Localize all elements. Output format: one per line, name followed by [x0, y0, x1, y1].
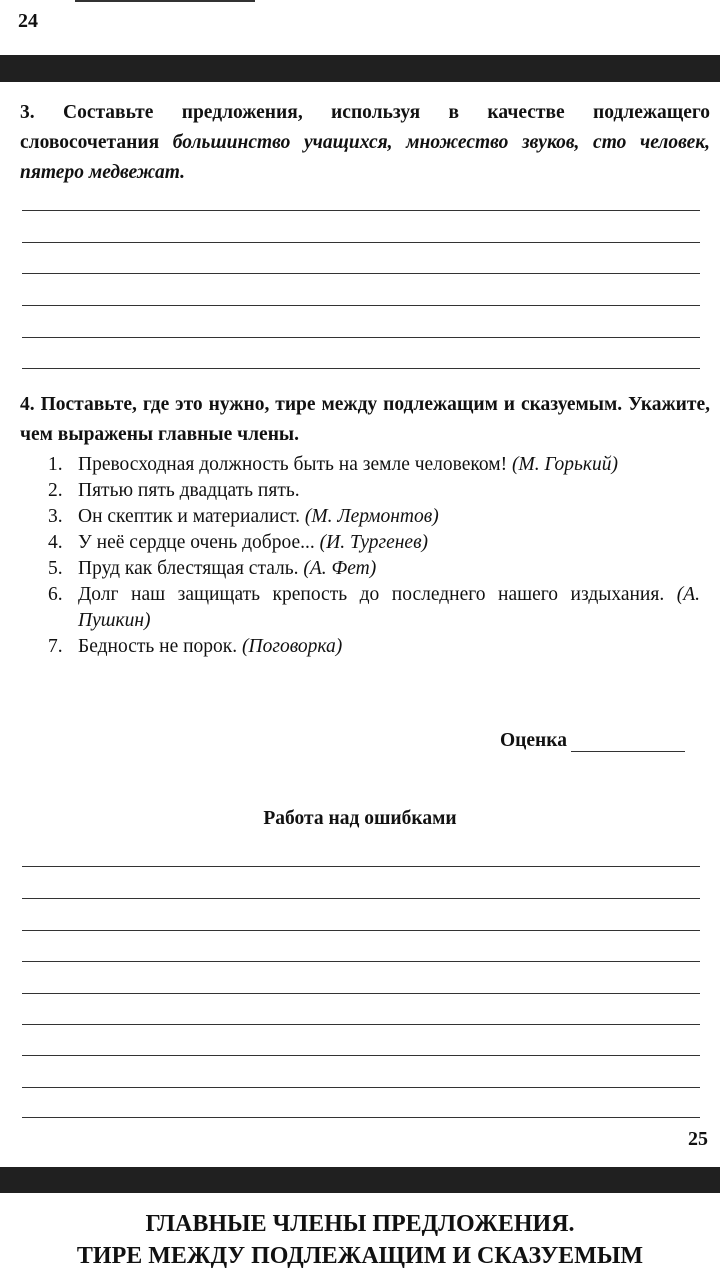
list-item: 5. Пруд как блестящая сталь. (А. Фет) — [48, 558, 377, 579]
corrections-title: Работа над ошибками — [263, 808, 457, 829]
task-4-text: Поставьте, где это нужно, тире между подлежащим и сказуемым. Укажите, чем выражены главные члены. — [20, 394, 710, 445]
list-item: 6. Долг наш защищать крепость до последнего нашего издыхания. (А. Пушкин) — [48, 584, 700, 631]
page-number-25: 25 — [688, 1128, 708, 1150]
answer-line[interactable] — [22, 898, 700, 899]
answer-line[interactable] — [22, 305, 700, 306]
task-4-sentence-list — [0, 452, 700, 660]
task-3-text: Составьте предложения, используя в качестве подлежащего словосочетания — [20, 102, 710, 153]
answer-line[interactable] — [22, 1055, 700, 1056]
task-3 — [20, 98, 710, 188]
answer-line[interactable] — [22, 993, 700, 994]
list-item: 3. Он скептик и материалист. (М. Лермонтов) — [48, 506, 439, 527]
task-3-phrases: большинство учащихся, множество звуков, сто человек, пятеро медвежат. — [20, 132, 711, 183]
task-4-number: 4. — [20, 394, 35, 415]
answer-line[interactable] — [22, 1117, 700, 1118]
top-edge-line — [75, 0, 255, 2]
page-separator-band — [0, 1167, 720, 1193]
answer-line[interactable] — [22, 1024, 700, 1025]
answer-line[interactable] — [22, 210, 700, 211]
answer-line[interactable] — [22, 866, 700, 867]
answer-line[interactable] — [22, 930, 700, 931]
list-item: 2. Пятью пять двадцать пять. — [48, 480, 300, 501]
answer-line[interactable] — [22, 961, 700, 962]
answer-line[interactable] — [22, 273, 700, 274]
answer-line[interactable] — [22, 337, 700, 338]
grade-label: Оценка — [500, 730, 567, 751]
task-4 — [20, 390, 710, 450]
chapter-title-line-2: ТИРЕ МЕЖДУ ПОДЛЕЖАЩИМ И СКАЗУЕМЫМ — [76, 1243, 644, 1269]
list-item: 4. У неё сердце очень доброе... (И. Тургенев) — [48, 532, 429, 553]
list-item: 7. Бедность не порок. (Поговорка) — [48, 636, 343, 657]
page-number-24: 24 — [18, 10, 38, 32]
chapter-title-line-1: ГЛАВНЫЕ ЧЛЕНЫ ПРЕДЛОЖЕНИЯ. — [145, 1211, 575, 1237]
grade-blank[interactable] — [571, 733, 685, 752]
list-item: 1. Превосходная должность быть на земле человеком! (М. Горький) — [48, 454, 619, 475]
answer-line[interactable] — [22, 1087, 700, 1088]
grade-field — [500, 730, 685, 752]
answer-line[interactable] — [22, 368, 700, 369]
answer-line[interactable] — [22, 242, 700, 243]
page-separator-band — [0, 55, 720, 82]
task-3-number: 3. — [20, 102, 35, 123]
